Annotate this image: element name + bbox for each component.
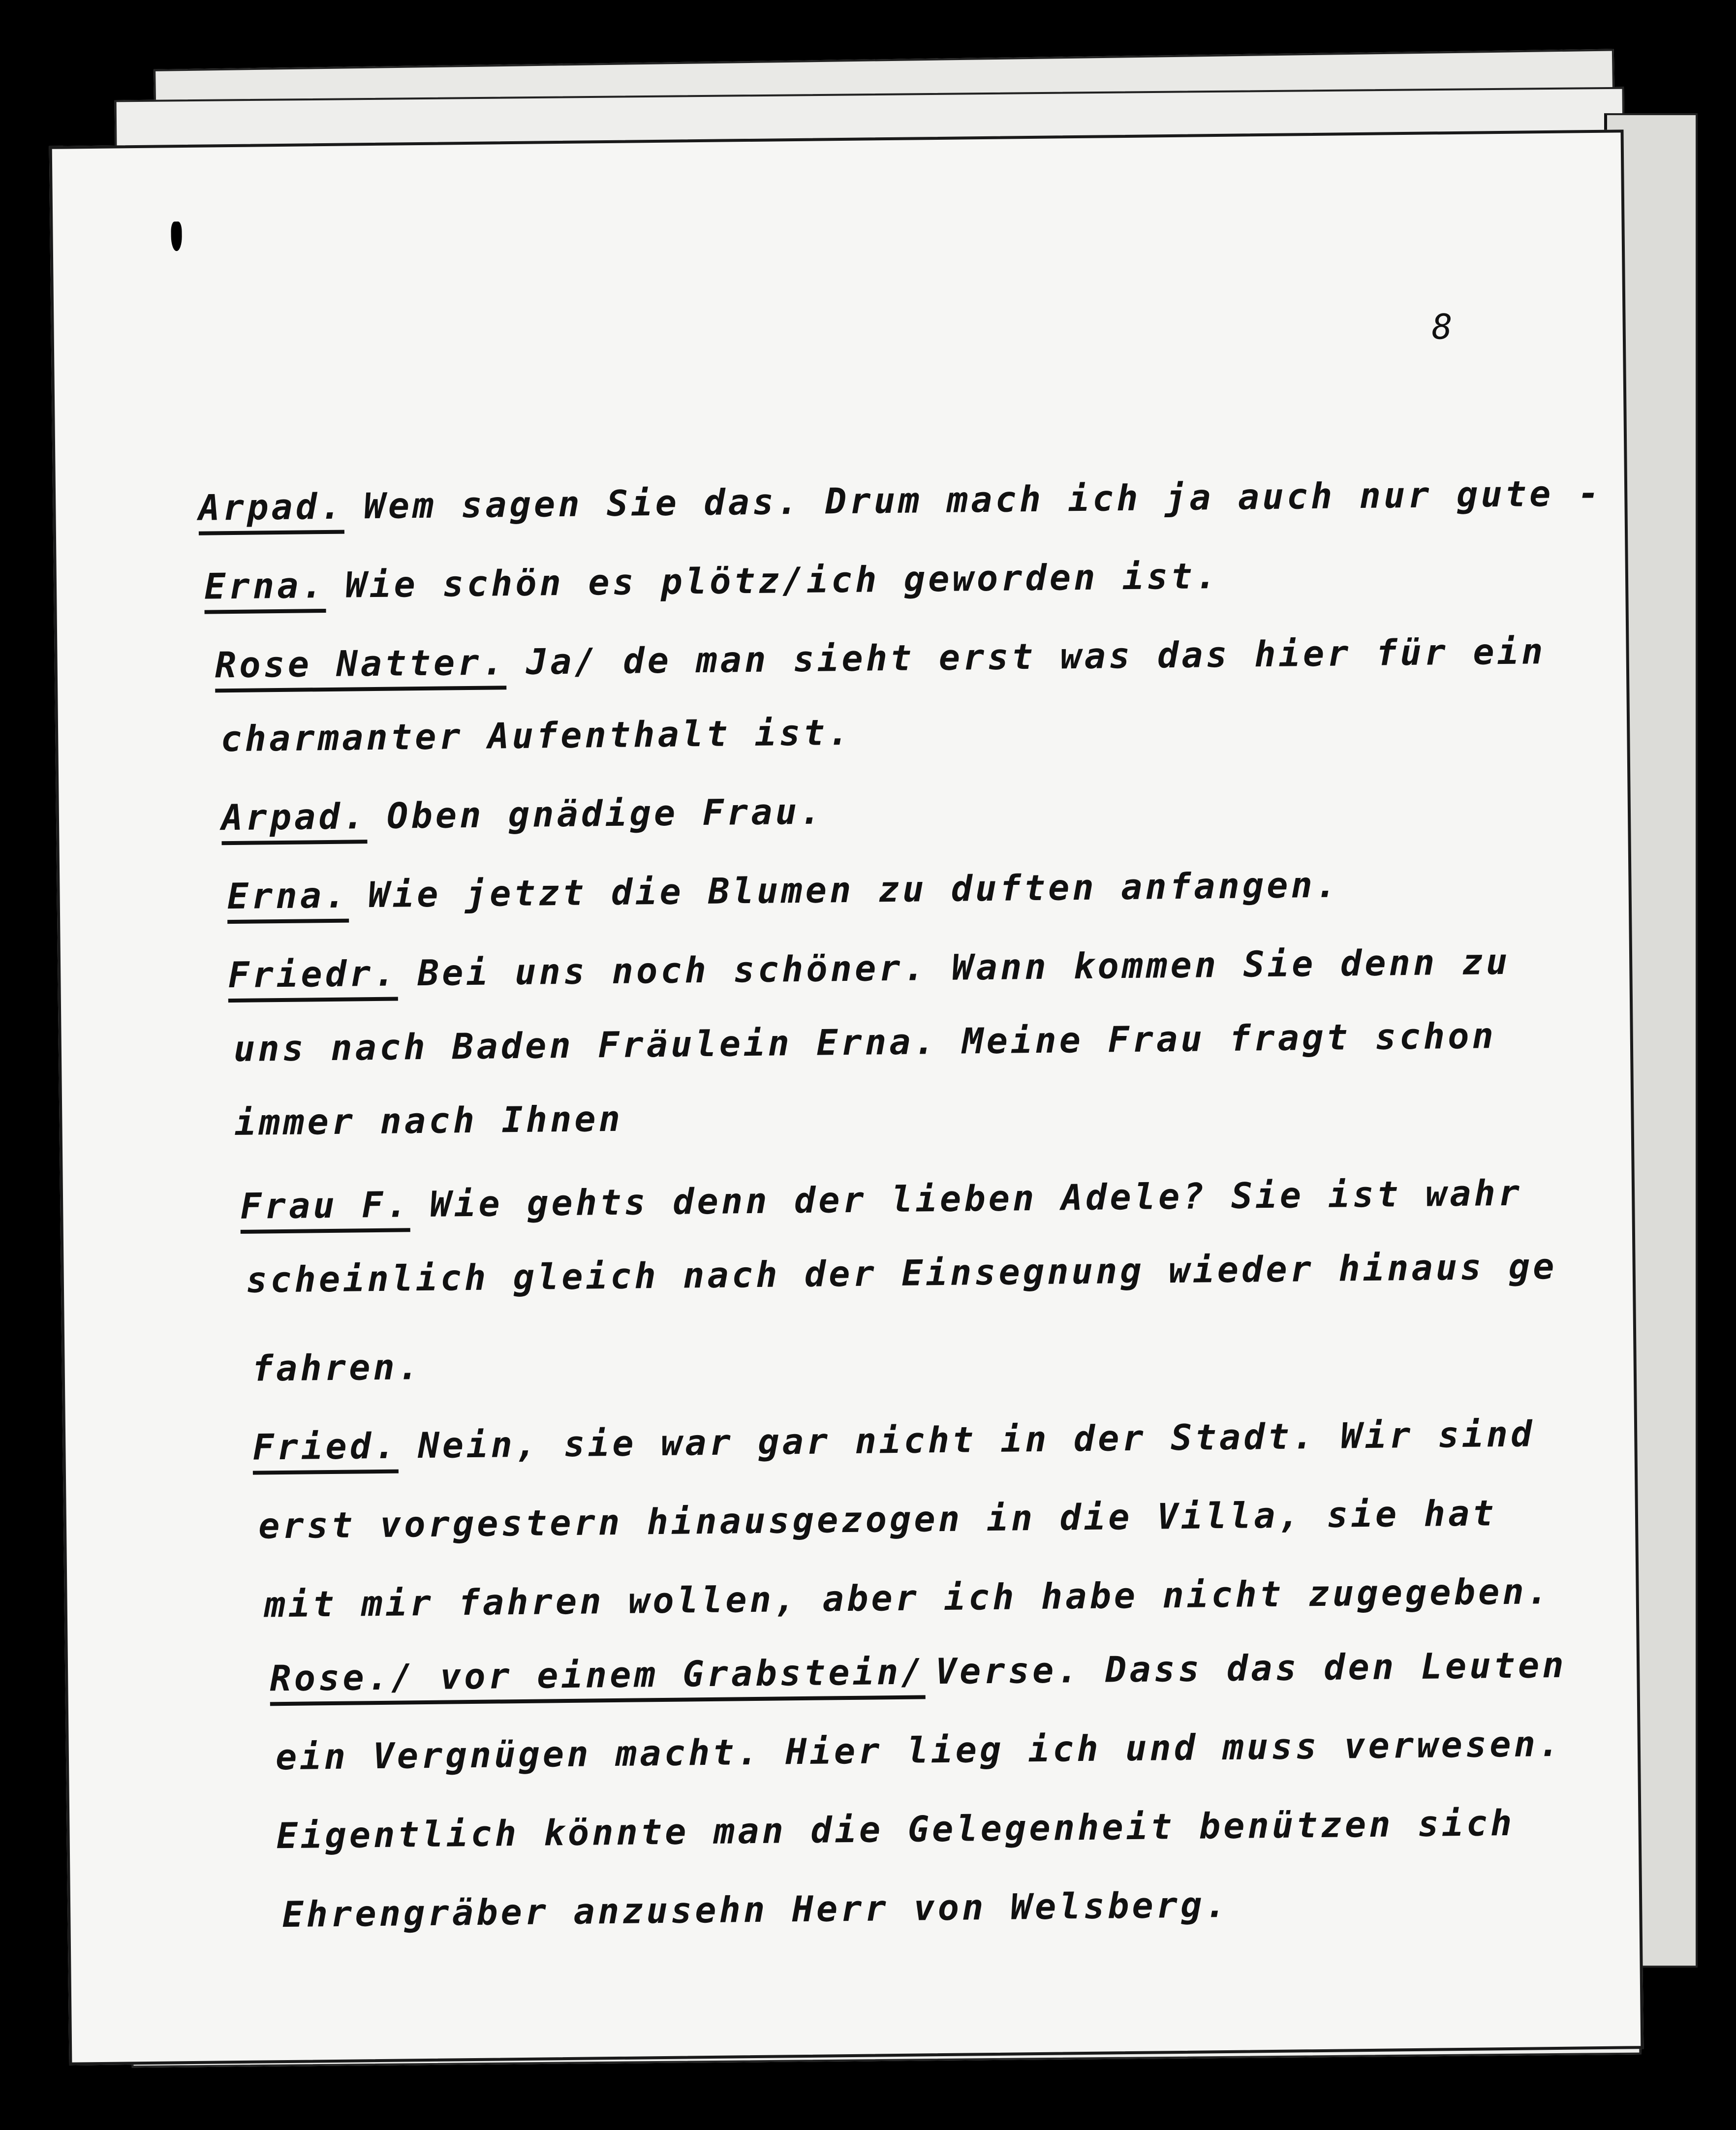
line-text: erst vorgestern hinausgezogen in die Villa, sie hat: [258, 1492, 1497, 1547]
speaker-name: Frau F.: [240, 1184, 410, 1234]
script-line: [221, 790, 824, 845]
line-text: uns nach Baden Fräulein Erna. Meine Frau fragt schon: [233, 1015, 1497, 1070]
script-line: [251, 1346, 422, 1389]
script-line: [276, 1723, 1563, 1778]
script-line: [246, 1246, 1557, 1301]
speaker-name: Erna.: [204, 564, 326, 614]
page-number: 8: [1431, 307, 1453, 347]
line-text: Oben gnädige Frau.: [386, 790, 824, 837]
script-line: [220, 712, 852, 759]
margin-mark: [171, 221, 182, 251]
script-line: [198, 472, 1603, 535]
line-text: Ja/ de man sieht erst was das hier für ein: [526, 630, 1546, 683]
script-line: [276, 1802, 1515, 1856]
speaker-name: Arpad.: [198, 486, 344, 535]
speaker-name: Fried.: [252, 1425, 399, 1475]
speaker-name: Rose Natter.: [215, 641, 506, 692]
script-line: [258, 1492, 1497, 1546]
line-text: scheinlich gleich nach der Einsegnung wieder hinaus ge: [246, 1245, 1557, 1301]
line-text: Wem sagen Sie das. Drum mach ich ja auch nur gute -: [364, 472, 1603, 527]
line-text: immer nach Ihnen: [234, 1097, 623, 1144]
script-line: [234, 1098, 623, 1143]
script-line: [204, 555, 1220, 614]
line-text: Ehrengräber anzusehn Herr von Welsberg.: [281, 1883, 1230, 1936]
line-text: Wie schön es plötz/ich geworden ist.: [345, 555, 1220, 606]
script-line: [228, 941, 1511, 1002]
speaker-name: Arpad.: [221, 795, 368, 845]
line-text: charmanter Aufenthalt ist.: [220, 711, 852, 760]
speaker-name: Erna.: [227, 875, 349, 924]
line-text: Wie gehts denn der lieben Adele? Sie ist wahr: [430, 1172, 1523, 1225]
script-line: [282, 1884, 1229, 1935]
script-line: [252, 1413, 1535, 1474]
line-text: Bei uns noch schöner. Wann kommen Sie denn zu: [417, 940, 1511, 994]
line-text: fahren.: [251, 1346, 422, 1389]
line-text: mit mir fahren wollen, aber ich habe nicht zugegeben.: [264, 1570, 1551, 1626]
line-text: Wie jetzt die Blumen zu duften anfangen.: [368, 864, 1340, 916]
speaker-name: Friedr.: [228, 953, 398, 1003]
line-text: Verse. Dass das den Leuten: [935, 1644, 1567, 1692]
script-line: [227, 864, 1340, 924]
script-line: [215, 630, 1546, 692]
script-line: [240, 1172, 1523, 1234]
script-line: [264, 1570, 1551, 1625]
line-text: Eigentlich könnte man die Gelegenheit benützen sich: [276, 1802, 1515, 1857]
document-page: [49, 129, 1644, 2065]
script-line: [233, 1015, 1496, 1069]
line-text: ein Vergnügen macht. Hier lieg ich und muss verwesen.: [275, 1723, 1563, 1778]
speaker-name: Rose./ vor einem Grabstein/: [270, 1651, 926, 1706]
line-text: Nein, sie war gar nicht in der Stadt. Wir sind: [418, 1413, 1535, 1467]
script-line: [270, 1644, 1567, 1706]
